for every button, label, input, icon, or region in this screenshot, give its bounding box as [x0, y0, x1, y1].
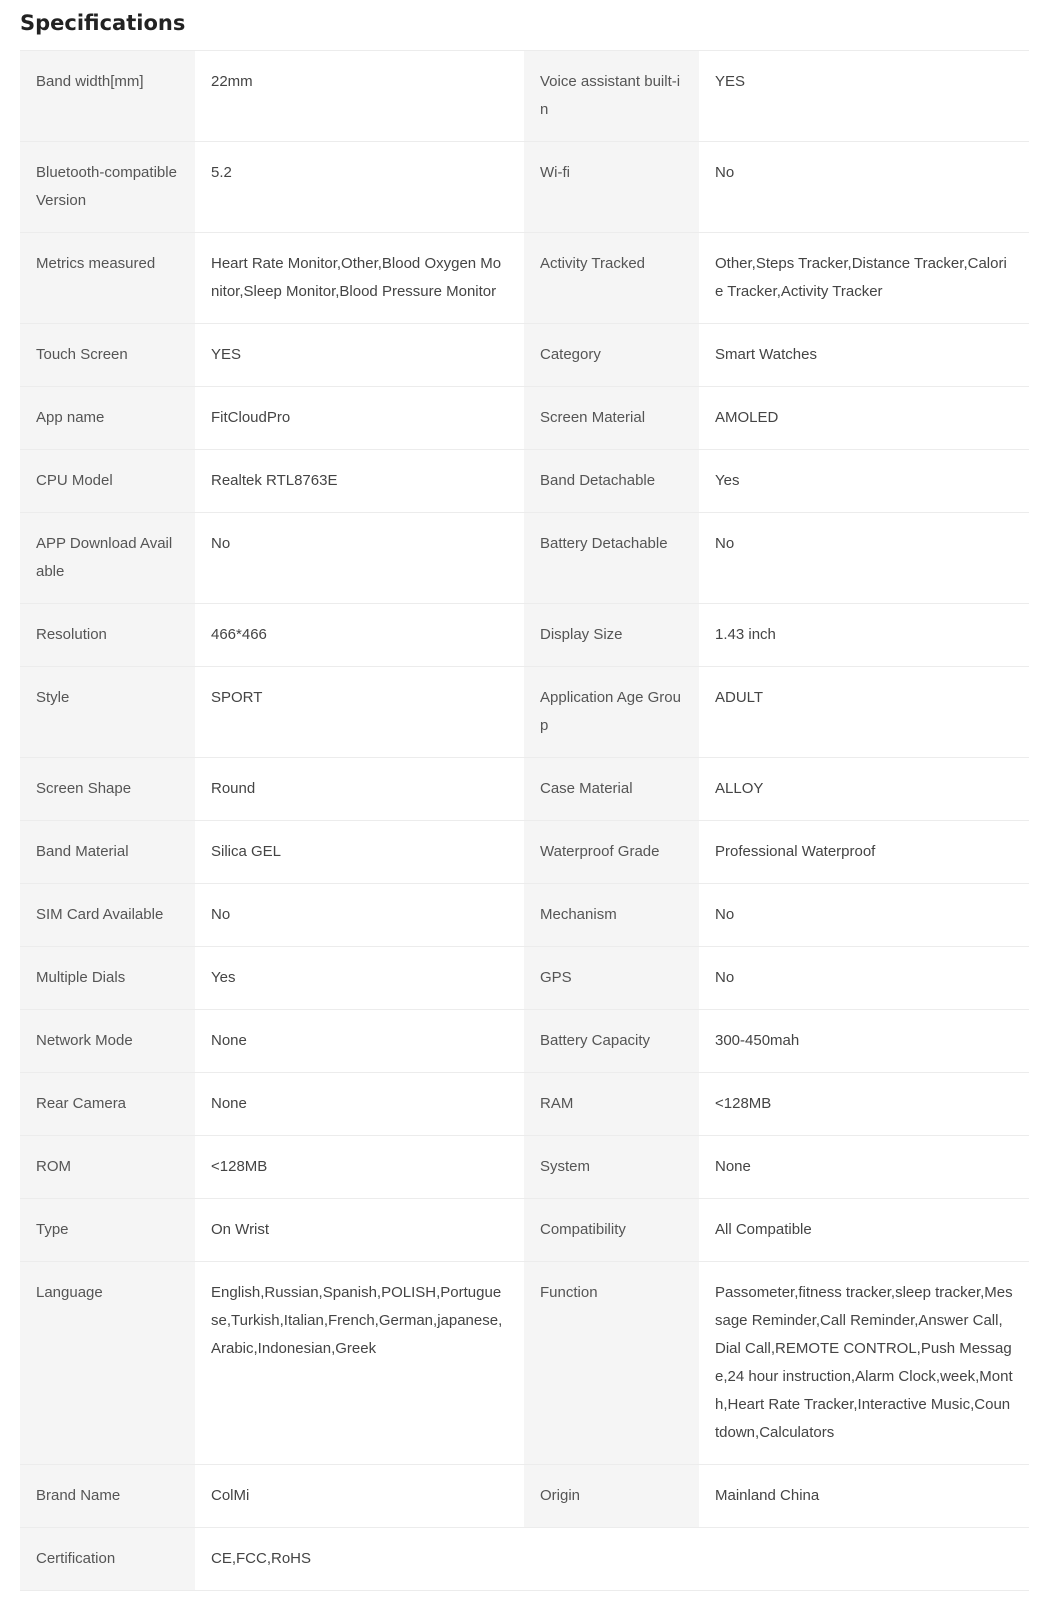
spec-row — [20, 884, 1029, 947]
spec-label: Category — [524, 324, 699, 387]
spec-value: Yes — [699, 450, 1029, 513]
spec-value: None — [195, 1010, 524, 1073]
spec-label: Compatibility — [524, 1199, 699, 1262]
spec-label: Bluetooth-compatible Version — [20, 142, 195, 233]
spec-value: ADULT — [699, 667, 1029, 758]
spec-label: Battery Detachable — [524, 513, 699, 604]
spec-value: YES — [699, 51, 1029, 142]
spec-label: RAM — [524, 1073, 699, 1136]
spec-label: GPS — [524, 947, 699, 1010]
spec-label: Function — [524, 1262, 699, 1465]
spec-label: Screen Shape — [20, 758, 195, 821]
spec-label: Brand Name — [20, 1465, 195, 1528]
spec-row — [20, 51, 1029, 142]
spec-value: No — [195, 513, 524, 604]
spec-label: Band Detachable — [524, 450, 699, 513]
spec-value: 5.2 — [195, 142, 524, 233]
spec-value: ColMi — [195, 1465, 524, 1528]
spec-label: Display Size — [524, 604, 699, 667]
spec-value: Yes — [195, 947, 524, 1010]
spec-row — [20, 1528, 1029, 1591]
spec-row — [20, 513, 1029, 604]
spec-label: Style — [20, 667, 195, 758]
spec-label: Type — [20, 1199, 195, 1262]
spec-value: <128MB — [195, 1136, 524, 1199]
spec-label: Network Mode — [20, 1010, 195, 1073]
spec-label: Language — [20, 1262, 195, 1465]
specifications-section — [20, 0, 1029, 1591]
spec-value: Professional Waterproof — [699, 821, 1029, 884]
spec-value: None — [195, 1073, 524, 1136]
spec-row — [20, 821, 1029, 884]
spec-value: 1.43 inch — [699, 604, 1029, 667]
spec-value: All Compatible — [699, 1199, 1029, 1262]
spec-value: SPORT — [195, 667, 524, 758]
spec-label: Certification — [20, 1528, 195, 1591]
spec-row — [20, 947, 1029, 1010]
spec-row — [20, 1262, 1029, 1465]
spec-row — [20, 1199, 1029, 1262]
spec-row — [20, 667, 1029, 758]
spec-label: Metrics measured — [20, 233, 195, 324]
spec-value: Mainland China — [699, 1465, 1029, 1528]
spec-label: ROM — [20, 1136, 195, 1199]
spec-value: No — [699, 947, 1029, 1010]
spec-label: Activity Tracked — [524, 233, 699, 324]
spec-label: Screen Material — [524, 387, 699, 450]
spec-label: Rear Camera — [20, 1073, 195, 1136]
spec-row — [20, 387, 1029, 450]
spec-label: Waterproof Grade — [524, 821, 699, 884]
spec-label: Battery Capacity — [524, 1010, 699, 1073]
spec-label: Application Age Group — [524, 667, 699, 758]
spec-value: No — [699, 513, 1029, 604]
spec-row — [20, 758, 1029, 821]
spec-value: Smart Watches — [699, 324, 1029, 387]
empty-cell — [524, 1528, 699, 1591]
spec-value: CE,FCC,RoHS — [195, 1528, 524, 1591]
spec-value: AMOLED — [699, 387, 1029, 450]
spec-value: Passometer,fitness tracker,sleep tracker,Message Reminder,Call Reminder,Answer Call,Dial Call,REMOTE CONTROL,Push Message,24 hour instruction,Alarm Clock,week,Month,Heart Rate Tracker,Interactive Music,Countdown,Calculators — [699, 1262, 1029, 1465]
spec-label: Voice assistant built-in — [524, 51, 699, 142]
spec-label: System — [524, 1136, 699, 1199]
spec-value: No — [699, 142, 1029, 233]
spec-value: FitCloudPro — [195, 387, 524, 450]
spec-row — [20, 604, 1029, 667]
specifications-table-body — [20, 51, 1029, 1591]
spec-value: On Wrist — [195, 1199, 524, 1262]
spec-label: Origin — [524, 1465, 699, 1528]
spec-value: <128MB — [699, 1073, 1029, 1136]
spec-value: English,Russian,Spanish,POLISH,Portuguese,Turkish,Italian,French,German,japanese,Arabic,Indonesian,Greek — [195, 1262, 524, 1465]
spec-value: 466*466 — [195, 604, 524, 667]
spec-value: 22mm — [195, 51, 524, 142]
spec-row — [20, 1010, 1029, 1073]
spec-label: APP Download Available — [20, 513, 195, 604]
spec-value: YES — [195, 324, 524, 387]
spec-value: None — [699, 1136, 1029, 1199]
spec-row — [20, 1136, 1029, 1199]
spec-label: Resolution — [20, 604, 195, 667]
spec-row — [20, 233, 1029, 324]
spec-label: Multiple Dials — [20, 947, 195, 1010]
spec-label: Band width[mm] — [20, 51, 195, 142]
spec-label: CPU Model — [20, 450, 195, 513]
empty-cell — [699, 1528, 1029, 1591]
spec-row — [20, 1465, 1029, 1528]
spec-row — [20, 142, 1029, 233]
spec-row — [20, 324, 1029, 387]
spec-value: No — [699, 884, 1029, 947]
section-title: Specifications — [20, 11, 186, 35]
specifications-table — [20, 50, 1029, 1591]
spec-label: Wi-fi — [524, 142, 699, 233]
spec-value: 300-450mah — [699, 1010, 1029, 1073]
spec-value: No — [195, 884, 524, 947]
spec-value: Round — [195, 758, 524, 821]
spec-value: Heart Rate Monitor,Other,Blood Oxygen Monitor,Sleep Monitor,Blood Pressure Monitor — [195, 233, 524, 324]
spec-row — [20, 1073, 1029, 1136]
spec-value: Other,Steps Tracker,Distance Tracker,Calorie Tracker,Activity Tracker — [699, 233, 1029, 324]
spec-value: Silica GEL — [195, 821, 524, 884]
spec-value: Realtek RTL8763E — [195, 450, 524, 513]
spec-label: SIM Card Available — [20, 884, 195, 947]
spec-row — [20, 450, 1029, 513]
spec-label: Touch Screen — [20, 324, 195, 387]
spec-label: Band Material — [20, 821, 195, 884]
spec-label: Mechanism — [524, 884, 699, 947]
spec-label: Case Material — [524, 758, 699, 821]
spec-label: App name — [20, 387, 195, 450]
spec-value: ALLOY — [699, 758, 1029, 821]
